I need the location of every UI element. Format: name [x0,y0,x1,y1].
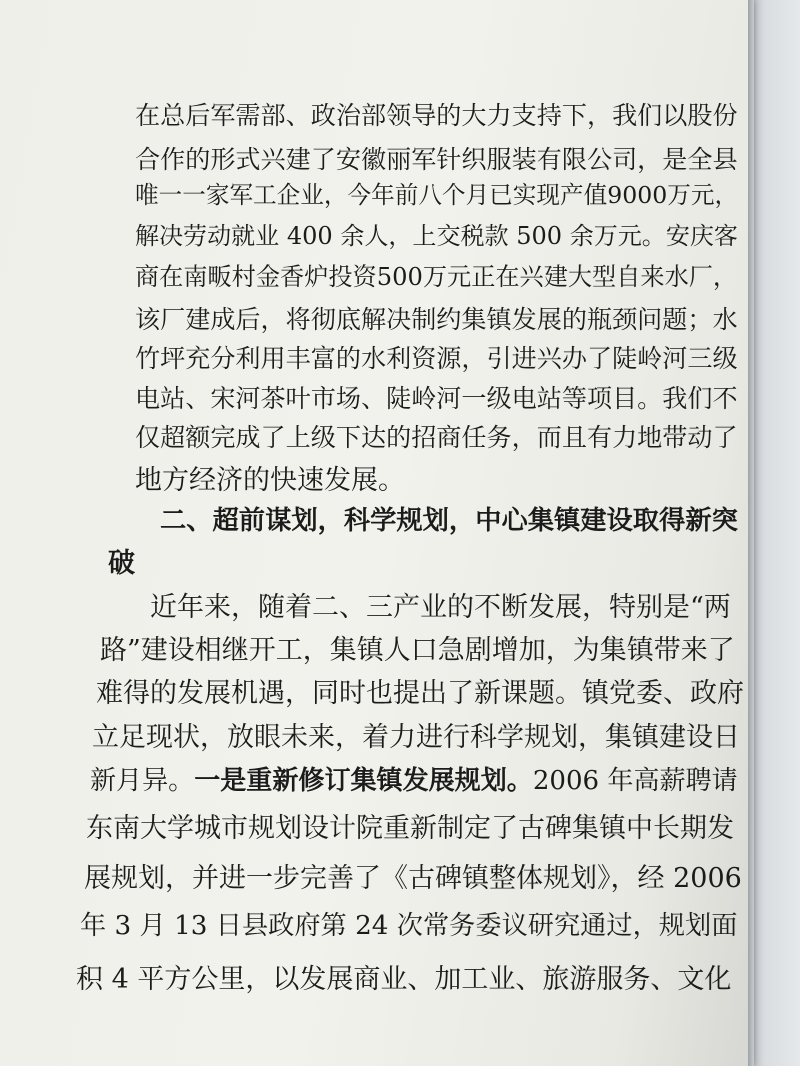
page-edge [748,0,754,1066]
text-line-8: 电站、宋河茶叶市场、陡岭河一级电站等项目。我们不 [135,384,738,413]
paragraph-line-6: 东南大学城市规划设计院重新制定了古碑集镇中长期发 [86,813,734,844]
text-line-9: 仅超额完成了上级下达的招商任务，而且有力地带动了 [135,423,738,452]
section-heading-line-1: 二、超前谋划，科学规划，中心集镇建设取得新突 [160,505,738,536]
paragraph-line-5 [90,760,738,797]
bold-lead-phrase: 一是重新修订集镇发展规划。 [194,766,533,796]
text-line-4: 解决劳动就业 400 余人，上交税款 500 余万元。安庆客 [135,222,738,250]
text-line-10: 地方经济的快速发展。 [135,465,405,496]
paragraph-line-5-start: 新月异。 [90,766,195,796]
paragraph-line-5-end: 2006 年高薪聘请 [532,766,738,796]
text-line-1: 在总后军需部、政治部领导的大力支持下，我们以股份 [135,101,738,130]
paragraph-line-9: 积 4 平方公里，以发展商业、加工业、旅游服务、文化 [76,964,732,995]
paragraph-line-3: 难得的发展机遇，同时也提出了新课题。镇党委、政府 [96,678,744,709]
paragraph-line-8: 年 3 月 13 日县政府第 24 次常务委议研究通过，规划面 [80,911,738,941]
paragraph-line-4: 立足现状，放眼未来，着力进行科学规划，集镇建设日 [92,722,740,753]
text-line-7: 竹坪充分利用丰富的水利资源，引进兴办了陡岭河三级 [135,344,738,373]
section-heading-line-2: 破 [108,548,135,579]
paragraph-line-7: 展规划，并进一步完善了《古碑镇整体规划》，经 2006 [84,863,742,894]
text-line-6: 该厂建成后，将彻底解决制约集镇发展的瓶颈问题；水 [135,305,738,334]
text-line-5: 商在南畈村金香炉投资500万元正在兴建大型自来水厂， [135,263,738,291]
text-line-2: 合作的形式兴建了安徽丽军针织服装有限公司，是全县 [135,145,738,174]
paragraph-line-1: 近年来，随着二、三产业的不断发展，特别是“两 [150,592,731,623]
text-line-3: 唯一一家军工企业，今年前八个月已实现产值9000万元， [135,181,739,209]
paragraph-line-2: 路”建设相继开工，集镇人口急剧增加，为集镇带来了 [100,635,735,666]
